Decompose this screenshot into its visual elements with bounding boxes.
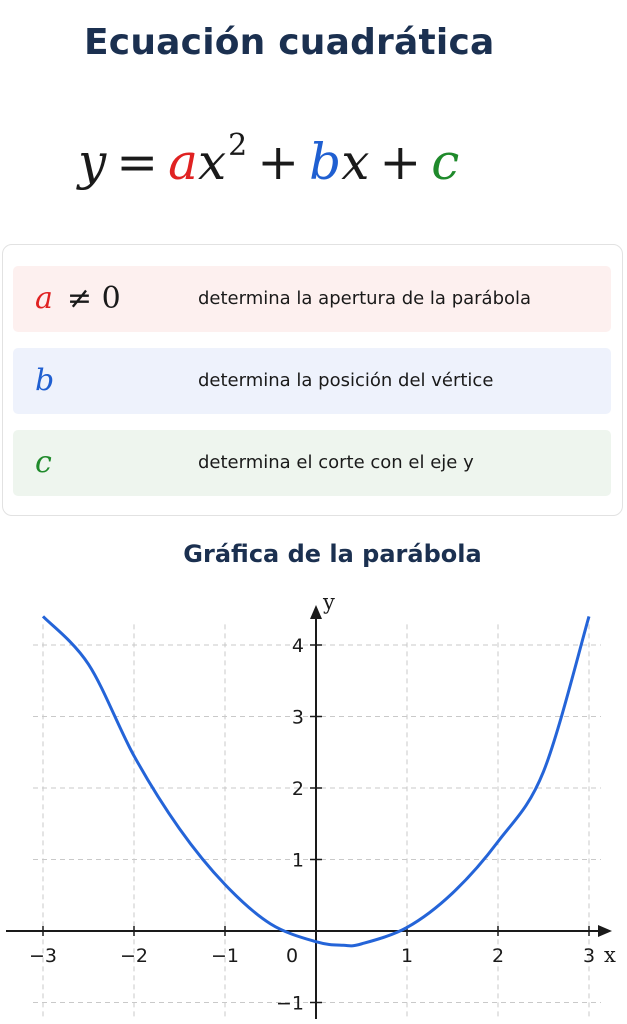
x-tick-label: 0 xyxy=(286,945,299,967)
y-axis-arrow-icon xyxy=(310,605,322,619)
x-tick-label: 1 xyxy=(400,945,414,967)
coefficient-b-description: determina la posición del vértice xyxy=(198,370,494,391)
formula-x-squared: x xyxy=(197,133,227,191)
formula-y: y xyxy=(78,133,107,191)
formula-coef-b: b xyxy=(309,133,342,191)
x-tick-label: 2 xyxy=(491,945,505,967)
quadratic-formula xyxy=(78,128,548,198)
parabola-graph xyxy=(0,585,627,1024)
page-title: Ecuación cuadrática xyxy=(84,22,495,63)
y-tick-label: 2 xyxy=(291,778,304,800)
formula-coef-a: a xyxy=(168,133,198,191)
x-tick-label: −3 xyxy=(28,945,58,967)
y-tick-label: 4 xyxy=(291,635,304,657)
coefficients-card xyxy=(2,244,623,516)
coefficient-a-symbol: a ≠ 0 xyxy=(35,281,121,316)
x-axis-label: x xyxy=(604,943,616,967)
y-tick-label: 3 xyxy=(291,706,304,729)
coefficient-c-symbol: c xyxy=(35,445,52,480)
coefficient-c-description: determina el corte con el eje y xyxy=(198,452,474,473)
formula-exponent: 2 xyxy=(228,128,248,163)
formula-plus-1: + xyxy=(257,133,300,191)
formula-plus-2: + xyxy=(379,133,422,191)
coefficient-b-symbol: b xyxy=(35,363,55,398)
y-tick-label: −1 xyxy=(275,992,304,1015)
x-tick-label: 3 xyxy=(582,945,596,967)
x-axis-arrow-icon xyxy=(598,925,612,937)
coefficient-a-condition: ≠ 0 xyxy=(66,281,121,316)
formula-x: x xyxy=(341,133,370,191)
y-axis-label: y xyxy=(323,590,335,614)
x-tick-label: −2 xyxy=(119,945,149,967)
coefficient-row-c xyxy=(13,430,611,496)
axes xyxy=(6,590,616,1019)
y-tick-label: 1 xyxy=(291,849,304,872)
coefficient-row-a xyxy=(13,266,611,332)
coefficient-a-description: determina la apertura de la parábola xyxy=(198,288,532,309)
coefficient-row-b xyxy=(13,348,611,414)
formula-coef-c: c xyxy=(431,133,460,191)
graph-title: Gráfica de la parábola xyxy=(183,540,482,568)
x-tick-label: −1 xyxy=(210,945,240,967)
formula-equals: = xyxy=(116,133,159,191)
